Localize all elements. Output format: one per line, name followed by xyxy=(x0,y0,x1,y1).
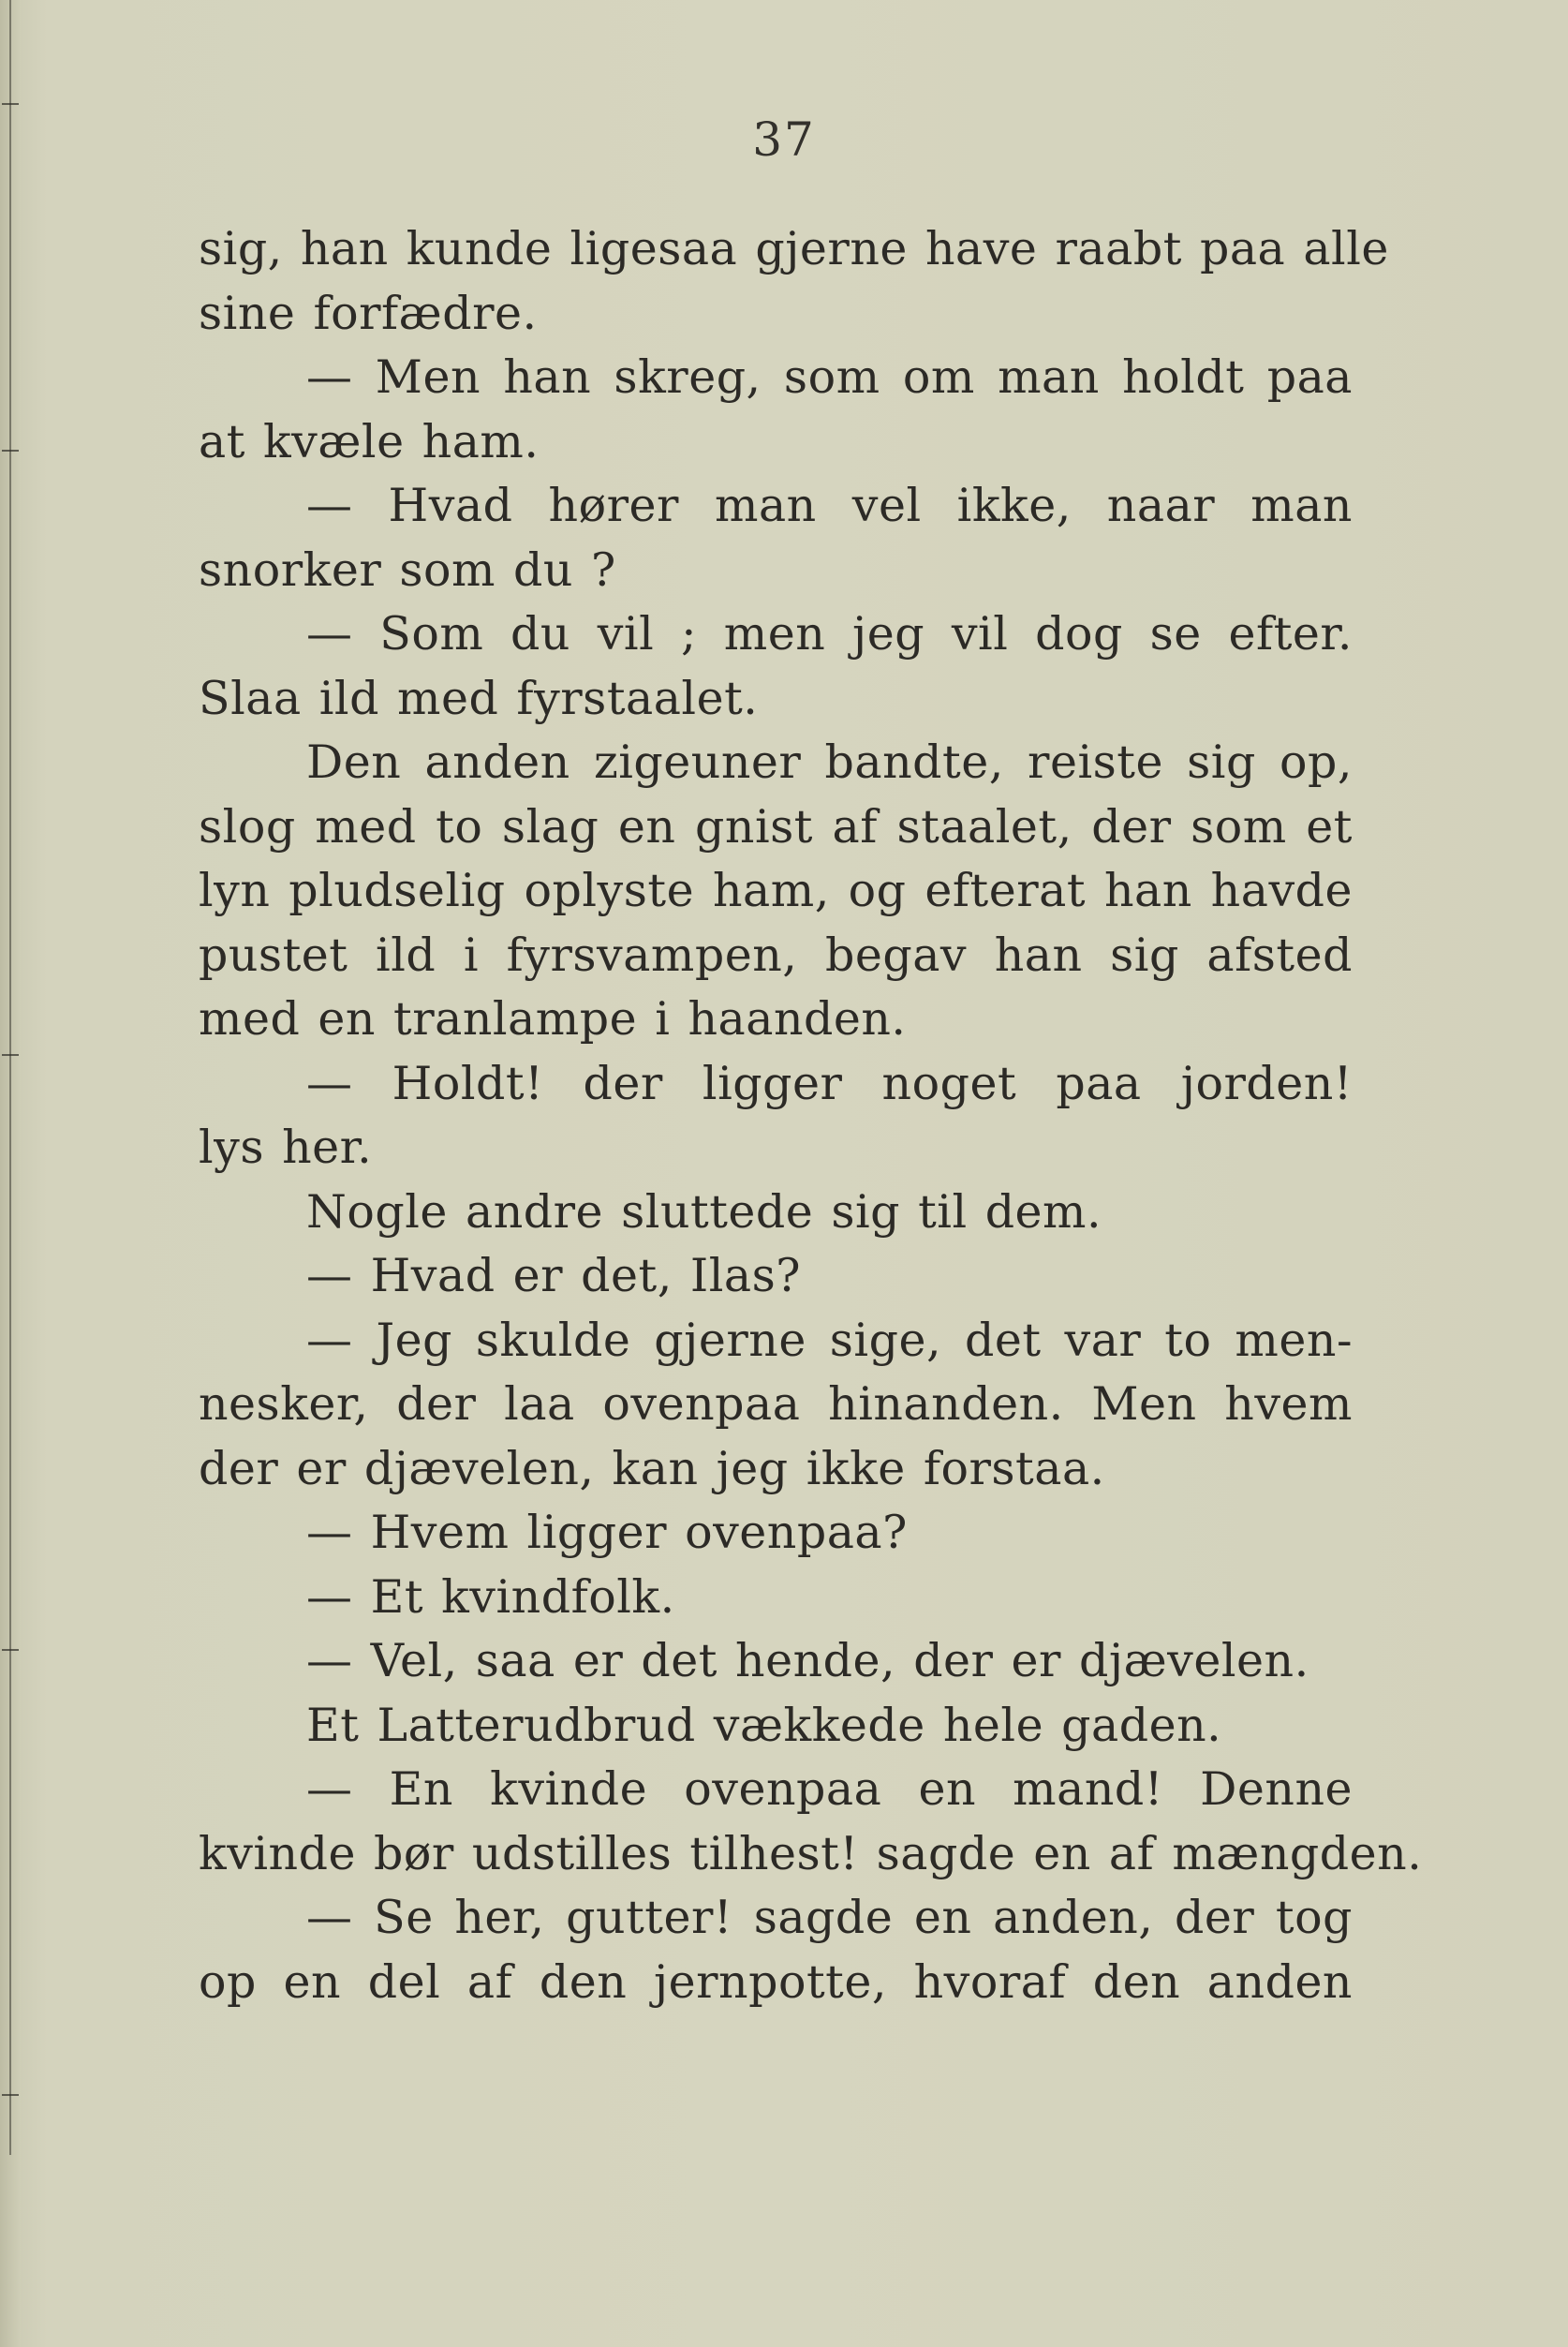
page-gutter xyxy=(0,0,21,2347)
text-line: sig, han kunde ligesaa gjerne have raabt paa alle xyxy=(199,222,1389,275)
text-line: snorker som du ? xyxy=(199,542,616,597)
text-line: slog med to slag en gnist af staalet, der som et xyxy=(199,799,1353,854)
text-line: — Hvad hører man vel ikke, naar man xyxy=(306,479,1353,532)
text-line: Et Latterudbrud vækkede hele gaden. xyxy=(306,1698,1222,1752)
text-line: nesker, der laa ovenpaa hinanden. Men hvem xyxy=(199,1377,1353,1431)
text-line: der er djævelen, kan jeg ikke forstaa. xyxy=(199,1441,1105,1495)
text-line: — Som du vil ; men jeg vil dog se efter. xyxy=(306,607,1353,661)
gutter-mark xyxy=(2,450,19,452)
text-line: pustet ild i fyrsvampen, begav han sig afsted xyxy=(199,928,1353,982)
text-line: op en del af den jernpotte, hvoraf den anden xyxy=(199,1954,1353,2009)
text-line: Slaa ild med fyrstaalet. xyxy=(199,671,759,725)
text-line: — En kvinde ovenpaa en mand! Denne xyxy=(306,1762,1353,1816)
text-line: — Holdt! der ligger noget paa jorden! xyxy=(306,1056,1353,1110)
gutter-mark xyxy=(2,1649,19,1651)
gutter-mark xyxy=(2,1054,19,1056)
page-number: 37 xyxy=(752,112,816,167)
text-line: sine forfædre. xyxy=(199,286,538,340)
text-line: at kvæle ham. xyxy=(199,414,540,468)
text-line: lyn pludselig oplyste ham, og efterat han havde xyxy=(199,864,1353,917)
text-line: — Hvem ligger ovenpaa? xyxy=(306,1506,908,1559)
text-line: Nogle andre sluttede sig til dem. xyxy=(306,1184,1102,1239)
gutter-mark xyxy=(2,2094,19,2096)
text-line: — Se her, gutter! sagde en anden, der tog xyxy=(306,1891,1353,1944)
text-line: — Vel, saa er det hende, der er djævelen. xyxy=(306,1634,1309,1687)
text-line: — Hvad er det, Ilas? xyxy=(306,1249,802,1302)
gutter-binding-line xyxy=(9,0,11,2155)
text-line: — Et kvindfolk. xyxy=(306,1569,675,1624)
text-line: — Men han skreg, som om man holdt paa xyxy=(306,350,1353,404)
text-line: kvinde bør udstilles tilhest! sagde en af mængden. xyxy=(199,1826,1423,1880)
gutter-mark xyxy=(2,103,19,105)
text-line: lys her. xyxy=(199,1121,373,1174)
text-line: Den anden zigeuner bandte, reiste sig op, xyxy=(306,735,1353,789)
body-text xyxy=(199,217,1423,2014)
text-line: — Jeg skulde gjerne sige, det var to men- xyxy=(306,1313,1353,1367)
text-line: med en tranlampe i haanden. xyxy=(199,992,907,1046)
